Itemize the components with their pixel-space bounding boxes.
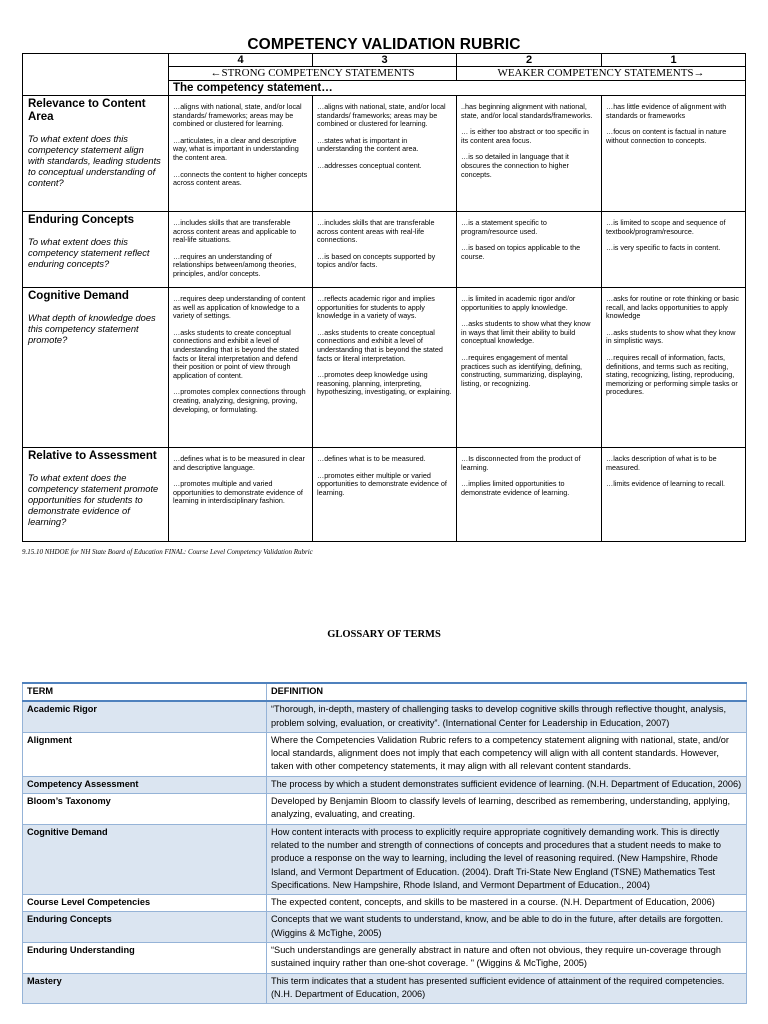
- descriptor: …defines what is to be measured.: [317, 454, 426, 463]
- glossary-header-row: [23, 683, 747, 701]
- rubric-row-enduring: [23, 212, 746, 288]
- descriptor: …is limited in academic rigor and/or opportunities to apply knowledge.: [461, 294, 576, 312]
- glossary-term: Cognitive Demand: [23, 824, 267, 894]
- descriptor: …defines what is to be measured in clear and descriptive language.: [173, 454, 305, 472]
- glossary-term: Academic Rigor: [23, 701, 267, 732]
- level-header-1: 1: [602, 54, 746, 67]
- glossary-definition-header: DEFINITION: [267, 683, 747, 701]
- descriptor: …asks students to show what they know in ways that limit their ability to build conceptual knowledge.: [461, 319, 591, 346]
- descriptor: …is a statement specific to program/resource used.: [461, 218, 547, 236]
- rubric-title: COMPETENCY VALIDATION RUBRIC: [247, 36, 521, 53]
- descriptor: …lacks description of what is to be measured.: [606, 454, 717, 472]
- descriptor: …is very specific to facts in content.: [606, 243, 721, 253]
- descriptor: ..has beginning alignment with national, state, and/or local standards/frameworks.: [461, 102, 593, 120]
- descriptor: …promotes deep knowledge using reasoning, planning, interpreting, hypothesizing, investigating, or explaining.: [317, 370, 452, 397]
- criterion-question: To what extent does this competency statement reflect enduring concepts?: [28, 237, 150, 269]
- glossary-row: [23, 824, 747, 894]
- criterion-title: Relative to Assessment: [28, 450, 157, 462]
- descriptor: …asks students to show what they know in simplistic ways.: [606, 327, 736, 346]
- descriptor: …aligns with national, state, and/or local standards/ frameworks; areas may be combined or clustered for learning.: [173, 102, 302, 129]
- rubric-cell-level-1: [602, 448, 746, 542]
- criterion-cell: [23, 448, 169, 542]
- descriptor: …requires deep understanding of content as well as application of knowledge to a variety of settings.: [173, 294, 306, 321]
- descriptor: …promotes either multiple or varied opportunities to demonstrate evidence of learning.: [317, 470, 447, 497]
- rubric-cell-level-4: [169, 212, 313, 288]
- glossary-definition: Where the Competencies Validation Rubric refers to a competency statement aligning with national, state, and/or local standards, alignment does not imply that each competency will align with all content standards. However, taken with other competency statements, it may align with all relevant content standards.: [267, 732, 747, 776]
- descriptor: …focus on content is factual in nature without connection to concepts.: [606, 127, 727, 145]
- glossary-row: [23, 912, 747, 943]
- rubric-cell-level-3: [313, 448, 457, 542]
- descriptor: …addresses conceptual content.: [317, 160, 422, 170]
- descriptor: …includes skills that are transferable across content areas with real-life connections.: [317, 218, 435, 245]
- level-header-3: 3: [313, 54, 457, 67]
- descriptor: …is based on topics applicable to the course.: [461, 243, 581, 261]
- rubric-table: [22, 53, 746, 542]
- rubric-cell-level-2: [457, 212, 602, 288]
- criterion-question: To what extent does the competency statement promote opportunities for students to demonstrate evidence of learning?: [28, 473, 159, 527]
- descriptor: …Is disconnected from the product of learning.: [461, 454, 581, 472]
- glossary-definition: “Thorough, in-depth, mastery of challenging tasks to develop cognitive skills through reflective thought, analysis, problem solving, evaluation, or creativity”. (International Center for Leadership in Education, 2007): [267, 701, 747, 732]
- glossary-row: [23, 943, 747, 974]
- rubric-cell-level-3: [313, 212, 457, 288]
- descriptor: …reflects academic rigor and implies opportunities for students to apply knowledge in a variety of ways.: [317, 294, 435, 321]
- criterion-question: What depth of knowledge does this competency statement promote?: [28, 313, 156, 345]
- descriptor: …is limited to scope and sequence of textbook/program/resource.: [606, 218, 726, 236]
- descriptor: …promotes multiple and varied opportunities to demonstrate evidence of learning in interdisciplinary fashion.: [173, 479, 303, 506]
- descriptor: …articulates, in a clear and descriptive way, what is important in understanding the content area.: [173, 135, 299, 162]
- glossary-term: Bloom’s Taxonomy: [23, 794, 267, 825]
- glossary-term: Alignment: [23, 732, 267, 776]
- descriptor: …promotes complex connections through creating, analyzing, designing, proving, developing, or formulating.: [173, 387, 306, 414]
- glossary-definition: The expected content, concepts, and skills to be mastered in a course. (N.H. Department of Education, 2006): [267, 895, 747, 912]
- rubric-cell-level-1: [602, 288, 746, 448]
- rubric-level-row: [23, 54, 746, 67]
- glossary-row: [23, 895, 747, 912]
- glossary-term: Course Level Competencies: [23, 895, 267, 912]
- weak-statements-label: WEAKER COMPETENCY STATEMENTS→: [457, 67, 746, 81]
- rubric-cell-level-4: [169, 448, 313, 542]
- criterion-title: Relevance to Content Area: [28, 98, 146, 123]
- glossary-term: Mastery: [23, 973, 267, 1004]
- criterion-title: Enduring Concepts: [28, 214, 135, 226]
- descriptor: …requires recall of information, facts, definitions, and terms such as reciting, stating, recognizing, listing, reproducing, memorizing or performing simple tasks or procedures.: [606, 352, 738, 397]
- rubric-cell-level-1: [602, 96, 746, 212]
- glossary-table: [22, 682, 747, 1004]
- descriptor: …is so detailed in language that it obscures the connection to higher concepts.: [461, 152, 569, 179]
- criterion-cell: [23, 212, 169, 288]
- descriptor: …requires engagement of mental practices such as identifying, defining, constructing, summarizing, displaying, listing, or recognizing.: [461, 352, 583, 388]
- rubric-cell-level-2: [457, 288, 602, 448]
- glossary-definition: Developed by Benjamin Bloom to classify levels of learning, described as remembering, understanding, applying, analyzing, evaluating, and creating.: [267, 794, 747, 825]
- rubric-row-cognitive: [23, 288, 746, 448]
- descriptor: … is either too abstract or too specific in its content area focus.: [461, 127, 589, 145]
- glossary-term: Enduring Concepts: [23, 912, 267, 943]
- descriptor: …states what is important in understanding the content area.: [317, 135, 419, 154]
- descriptor: …has little evidence of alignment with standards or frameworks: [606, 102, 727, 120]
- criterion-title: Cognitive Demand: [28, 290, 129, 302]
- rubric-cell-level-2: [457, 448, 602, 542]
- descriptor: …limits evidence of learning to recall.: [606, 479, 726, 489]
- descriptor: …is based on concepts supported by topics and/or facts.: [317, 251, 436, 270]
- rubric-row-relevance: [23, 96, 746, 212]
- criterion-cell: [23, 288, 169, 448]
- criterion-cell: [23, 96, 169, 212]
- rubric-corner-cell-2: [23, 67, 169, 81]
- rubric-statement-row: [23, 81, 746, 96]
- descriptor: …asks students to create conceptual connections and exhibit a level of understanding that is beyond the stated facts or literal interpretation.: [317, 327, 443, 363]
- level-header-2: 2: [457, 54, 602, 67]
- rubric-cell-level-2: [457, 96, 602, 212]
- descriptor: …aligns with national, state, and/or local standards/ frameworks; areas may be combined or clustered for learning.: [317, 102, 446, 129]
- glossary-term: Enduring Understanding: [23, 943, 267, 974]
- rubric-strength-row: [23, 67, 746, 81]
- rubric-row-assessment: [23, 448, 746, 542]
- glossary-row: [23, 973, 747, 1004]
- rubric-corner-cell: [23, 54, 169, 67]
- glossary-row: [23, 701, 747, 732]
- criterion-question: To what extent does this competency statement align with standards, leading students to conceptual understanding of content?: [28, 134, 161, 188]
- rubric-corner-cell-3: [23, 81, 169, 96]
- glossary-term-header: TERM: [23, 683, 267, 701]
- glossary-row: [23, 776, 747, 793]
- glossary-term: Competency Assessment: [23, 776, 267, 793]
- glossary-title: GLOSSARY OF TERMS: [327, 629, 441, 640]
- level-header-4: 4: [169, 54, 313, 67]
- glossary-row: [23, 794, 747, 825]
- page-footer: 9.15.10 NHDOE for NH State Board of Education FINAL: Course Level Competency Validation Rubric: [22, 548, 313, 556]
- glossary-row: [23, 732, 747, 776]
- glossary-definition: Concepts that we want students to understand, know, and be able to do in the future, after details are forgotten. (Wiggins & McTighe, 2005): [267, 912, 747, 943]
- rubric-cell-level-3: [313, 288, 457, 448]
- descriptor: …includes skills that are transferable across content areas and applicable to real-life situations.: [173, 218, 297, 245]
- glossary-definition: This term indicates that a student has presented sufficient evidence of attainment of the required competencies. (N.H. Department of Education, 2006): [267, 973, 747, 1004]
- glossary-definition: How content interacts with process to explicitly require appropriate cognitively demanding work. This is directly related to the number and strength of connections of concepts and procedures that a student needs to make to produce a response on the way to learning, including the level of reasoning required. (New Hampshire, Rhode Island, and Vermont Department of Education. (2004). Draft Tri-State New England (TSNE) Mathematics Test Specifications. New Hampshire, Rhode Island, and Vermont Department of Education., 2004): [267, 824, 747, 894]
- descriptor: …requires an understanding of relationships between/among theories, principles, and/or concepts.: [173, 251, 297, 278]
- rubric-cell-level-1: [602, 212, 746, 288]
- glossary-definition: The process by which a student demonstrates sufficient evidence of learning. (N.H. Department of Education, 2006): [267, 776, 747, 793]
- competency-statement-label: The competency statement…: [169, 81, 746, 96]
- glossary-definition: “Such understandings are generally abstract in nature and often not obvious, they require un-coverage through sustained inquiry rather than one-shot coverage. " (Wiggins & McTighe, 2005): [267, 943, 747, 974]
- rubric-cell-level-4: [169, 288, 313, 448]
- descriptor: …asks for routine or rote thinking or basic recall, and lacks opportunities to apply knowledge: [606, 294, 740, 321]
- descriptor: …implies limited opportunities to demonstrate evidence of learning.: [461, 479, 570, 497]
- descriptor: …connects the content to higher concepts across content areas.: [173, 169, 308, 188]
- rubric-cell-level-4: [169, 96, 313, 212]
- strong-statements-label: ←STRONG COMPETENCY STATEMENTS: [169, 67, 457, 81]
- rubric-cell-level-3: [313, 96, 457, 212]
- descriptor: …asks students to create conceptual connections and exhibit a level of understanding that is beyond the stated facts or literal interpretation and defend their position or point of view through application of content.: [173, 327, 299, 380]
